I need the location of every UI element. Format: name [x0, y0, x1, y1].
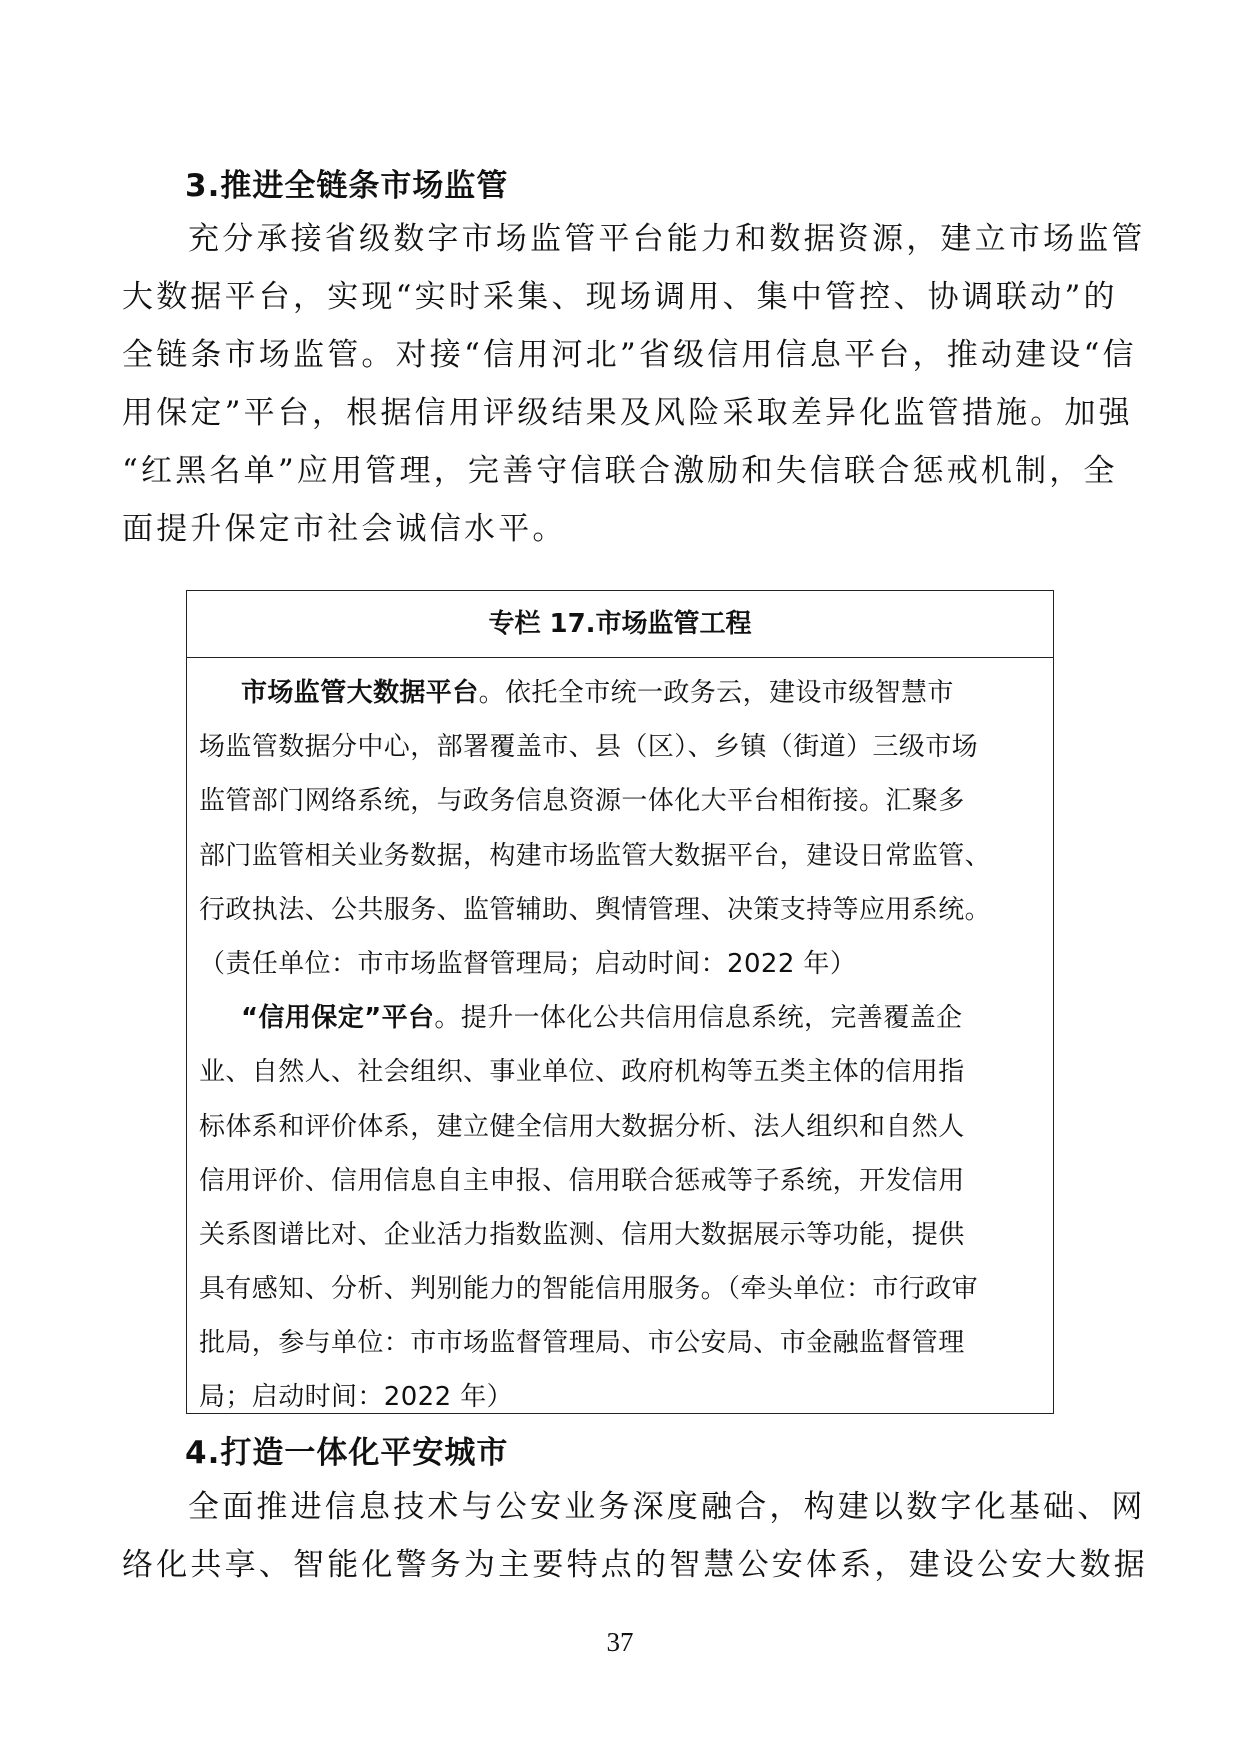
item-1-text: 。依托全市统一政务云，建设市级智慧市 — [478, 678, 954, 708]
section-3-heading: 3.推进全链条市场监管 — [185, 168, 509, 204]
paragraph-line: 络化共享、智能化警务为主要特点的智慧公安体系，建设公安大数据 — [122, 1547, 1148, 1583]
box-line: 标体系和评价体系，建立健全信用大数据分析、法人组织和自然人 — [199, 1111, 965, 1142]
paragraph-line: 用保定”平台，根据信用评级结果及风险采取差异化监管措施。加强 — [122, 395, 1133, 431]
box-line: 场监管数据分中心，部署覆盖市、县（区）、乡镇（街道）三级市场 — [199, 732, 979, 763]
box-line: 部门监管相关业务数据，构建市场监管大数据平台，建设日常监管、 — [199, 840, 992, 871]
paragraph-line: 面提升保定市社会诚信水平。 — [122, 511, 567, 547]
item-2-label: “信用保定”平台 — [241, 1003, 435, 1034]
box-line: （责任单位：市市场监督管理局；启动时间：2022 年） — [199, 948, 857, 979]
box-line: 业、自然人、社会组织、事业单位、政府机构等五类主体的信用指 — [199, 1057, 965, 1088]
paragraph-line: 全面推进信息技术与公安业务深度融合，构建以数字化基础、网 — [188, 1489, 1146, 1525]
box-line: 信用评价、信用信息自主申报、信用联合惩戒等子系统，开发信用 — [199, 1165, 965, 1196]
item-2-text: 。提升一体化公共信用信息系统，完善覆盖企 — [434, 1003, 963, 1034]
item-1-label: 市场监管大数据平台 — [241, 678, 479, 708]
box-line: 关系图谱比对、企业活力指数监测、信用大数据展示等功能，提供 — [199, 1219, 965, 1250]
page-number: 37 — [606, 1627, 634, 1657]
box-line: 行政执法、公共服务、监管辅助、舆情管理、决策支持等应用系统。 — [199, 894, 992, 925]
paragraph-line: 充分承接省级数字市场监管平台能力和数据资源，建立市场监管 — [188, 221, 1146, 257]
box-line: 监管部门网络系统，与政务信息资源一体化大平台相衔接。汇聚多 — [199, 786, 965, 817]
box-line: 具有感知、分析、判别能力的智能信用服务。（牵头单位：市行政审 — [199, 1274, 979, 1305]
column-box-body — [187, 658, 1053, 1425]
section-3-paragraph — [122, 210, 1146, 558]
box-line — [199, 991, 1045, 1045]
paragraph-line: 全链条市场监管。对接“信用河北”省级信用信息平台，推动建设“信 — [122, 337, 1137, 373]
box-line: 局；启动时间：2022 年） — [199, 1382, 514, 1413]
section-4-paragraph — [122, 1478, 1148, 1594]
box-line — [199, 666, 1045, 720]
paragraph-line: “红黑名单”应用管理，完善守信联合激励和失信联合惩戒机制，全 — [122, 453, 1118, 489]
paragraph-line: 大数据平台，实现“实时采集、现场调用、集中管控、协调联动”的 — [122, 279, 1118, 315]
column-box — [186, 590, 1054, 1414]
section-4-heading: 4.打造一体化平安城市 — [185, 1435, 509, 1471]
column-box-title: 专栏 17.市场监管工程 — [187, 591, 1053, 658]
box-line: 批局，参与单位：市市场监督管理局、市公安局、市金融监督管理 — [199, 1328, 965, 1359]
